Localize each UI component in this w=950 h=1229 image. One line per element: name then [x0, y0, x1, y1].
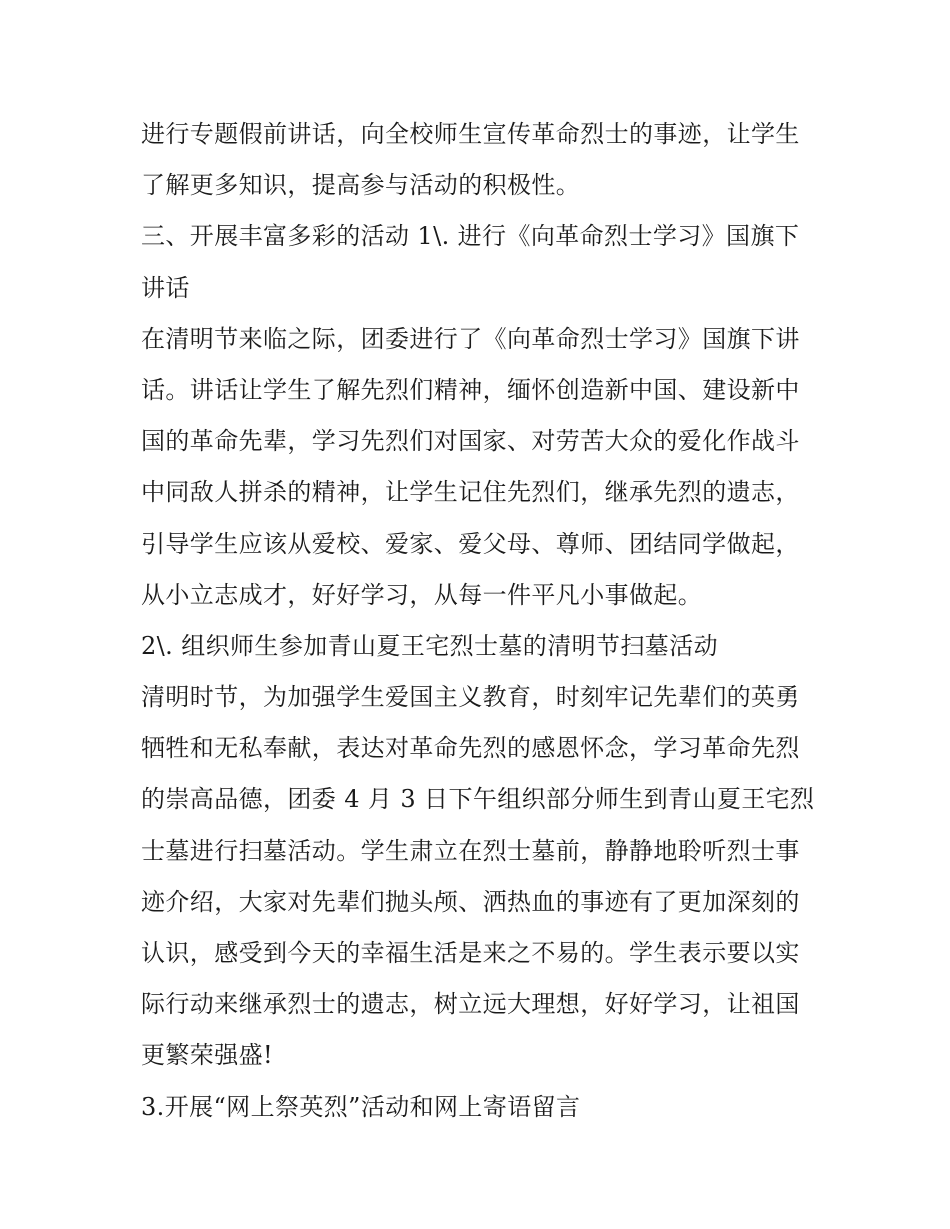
- subsection-heading-2: 2\. 组织师生参加青山夏王宅烈士墓的清明节扫墓活动: [141, 631, 719, 660]
- text-line: 在清明节来临之际，团委进行了《向革命烈士学习》国旗下讲: [141, 324, 800, 353]
- text-line: 中同敌人拼杀的精神，让学生记住先烈们，继承先烈的遗志，: [141, 478, 800, 507]
- text-line: 进行专题假前讲话，向全校师生宣传革命烈士的事迹，让学生: [141, 120, 800, 148]
- text-line: 更繁荣强盛!: [141, 1041, 274, 1070]
- text-line: 话。讲话让学生了解先烈们精神，缅怀创造新中国、建设新中: [141, 375, 800, 404]
- text-line: 迹介绍，大家对先辈们抛头颅、洒热血的事迹有了更加深刻的: [141, 887, 800, 916]
- text-line: 了解更多知识，提高参与活动的积极性。: [141, 171, 581, 200]
- text-line: 讲话: [141, 273, 190, 302]
- text-line: 引导学生应该从爱校、爱家、爱父母、尊师、团结同学做起，: [141, 529, 800, 558]
- text-line: 认识，感受到今天的幸福生活是来之不易的。学生表示要以实: [141, 939, 800, 967]
- document-body: [141, 109, 813, 1133]
- text-line: 际行动来继承烈士的遗志，树立远大理想，好好学习，让祖国: [141, 990, 800, 1019]
- text-line: 清明时节，为加强学生爱国主义教育，时刻牢记先辈们的英勇: [141, 683, 800, 712]
- text-line: 国的革命先辈，学习先烈们对国家、对劳苦大众的爱化作战斗: [141, 427, 800, 456]
- text-line: 的崇高品德，团委 4 月 3 日下午组织部分师生到青山夏王宅烈: [141, 785, 815, 814]
- subsection-heading-3: 3.开展“网上祭英烈”活动和网上寄语留言: [141, 1092, 581, 1121]
- text-line: 从小立志成才，好好学习，从每一件平凡小事做起。: [141, 580, 703, 609]
- text-line: 士墓进行扫墓活动。学生肃立在烈士墓前，静静地聆听烈士事: [141, 836, 800, 865]
- section-heading-3: 三、开展丰富多彩的活动 1\. 进行《向革命烈士学习》国旗下: [141, 222, 800, 251]
- text-line: 牺牲和无私奉献，表达对革命先烈的感恩怀念，学习革命先烈: [141, 734, 800, 763]
